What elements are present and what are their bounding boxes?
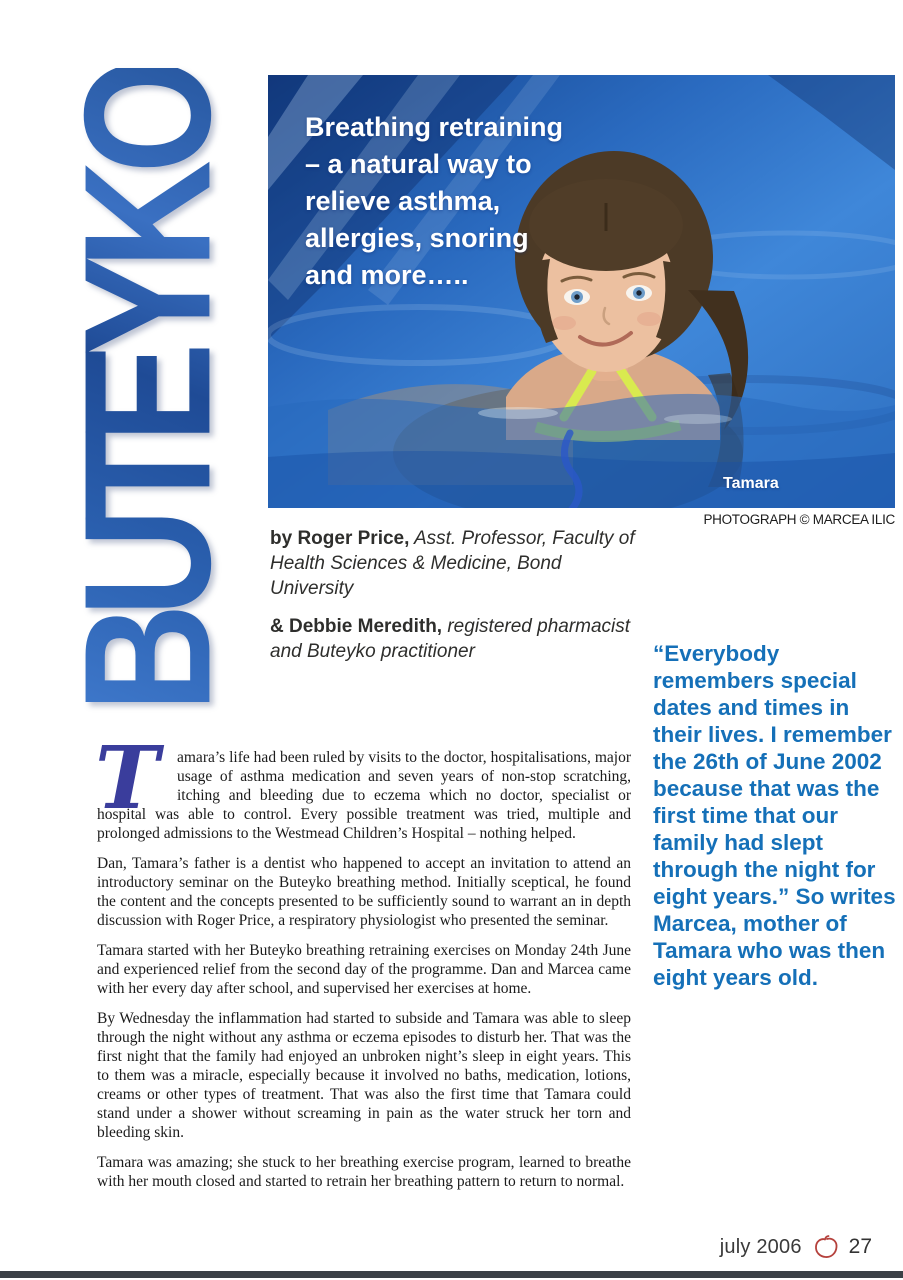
article-paragraph: Dan, Tamara’s father is a dentist who happened to accept an invitation to attend an introductory seminar on the Buteyko breathing method. Initially sceptical, he found the content and the concepts presented to be sufficiently sound to warrant an in depth discussion with Roger Price, a respiratory physiologist who presented the seminar. — [97, 855, 631, 929]
author-2-name: & Debbie Meredith, — [270, 616, 443, 637]
photo-credit: PHOTOGRAPH © MARCEA ILIC — [703, 512, 895, 527]
dropcap-box — [95, 728, 177, 829]
pool-photo — [268, 75, 895, 508]
article-paragraph: Tamara was amazing; she stuck to her breathing exercise program, learned to breathe with her mouth closed and started to retrain her breathing pattern to return to normal. — [97, 1154, 631, 1190]
byline-author-2 — [270, 614, 642, 664]
hero-headline — [305, 109, 563, 294]
article-paragraph: Tamara started with her Buteyko breathing retraining exercises on Monday 24th June and experienced relief from the second day of the programme. Dan and Marcea came with her every day after school, and supervised her exercises at home. — [97, 942, 631, 997]
paragraph-text: amara’s life had been ruled by visits to the doctor, hospitalisations, major usage of asthma medication and seven years of non-stop scratching, itching and bleeding due to eczema which no doctor, specialist or hospital was able to control. Every possible treatment was tried, multiple and prolonged admissions to the Westmead Children’s Hospital – nothing helped. — [97, 749, 631, 842]
footer-rule — [0, 1271, 903, 1278]
article-paragraph: By Wednesday the inflammation had started to subside and Tamara was able to sleep through the night without any asthma or eczema episodes to disturb her. That was the first night that the family had enjoyed an unbroken night’s sleep in eight years. This to them was a miracle, especially because it involved no baths, medication, lotions, creams or other types of treatment. That was also the first time that Tamara could stand under a shower without screaming in pain as the water struck her torn and bleeding skin. — [97, 1010, 631, 1141]
author-2-role: registered pharmacist and Buteyko practitioner — [270, 616, 631, 662]
dropcap-letter: T — [95, 728, 159, 829]
author-1-role: Asst. Professor, Faculty of Health Sciences & Medicine, Bond University — [270, 528, 635, 599]
pull-quote: “Everybody remembers special dates and times in their lives. I remember the 26th of June 2002 because that was the first time that our family had slept through the night for eight years.” So writes Marcea, mother of Tamara who was then eight years old. — [653, 641, 896, 990]
headline-line: Breathing retraining — [305, 112, 564, 142]
headline-line: allergies, snoring — [305, 223, 529, 253]
page-footer — [720, 1232, 872, 1262]
headline-line: – a natural way to — [305, 149, 532, 179]
byline-block — [270, 526, 642, 664]
headline-line: relieve asthma, — [305, 186, 501, 216]
byline-author-1 — [270, 526, 642, 601]
page-number: 27 — [848, 1235, 872, 1258]
photo-caption: Tamara — [723, 475, 779, 492]
headline-line: and more….. — [305, 260, 469, 290]
article-paragraph — [95, 728, 631, 843]
article-body — [95, 728, 631, 1202]
apple-logo-icon — [812, 1233, 839, 1261]
author-1-name: by Roger Price, — [270, 528, 410, 549]
issue-date: july 2006 — [719, 1235, 802, 1258]
masthead-title-text: BUTEYKO — [46, 69, 248, 712]
masthead-rotated-box — [46, 68, 248, 712]
masthead-vertical-title — [46, 68, 248, 716]
